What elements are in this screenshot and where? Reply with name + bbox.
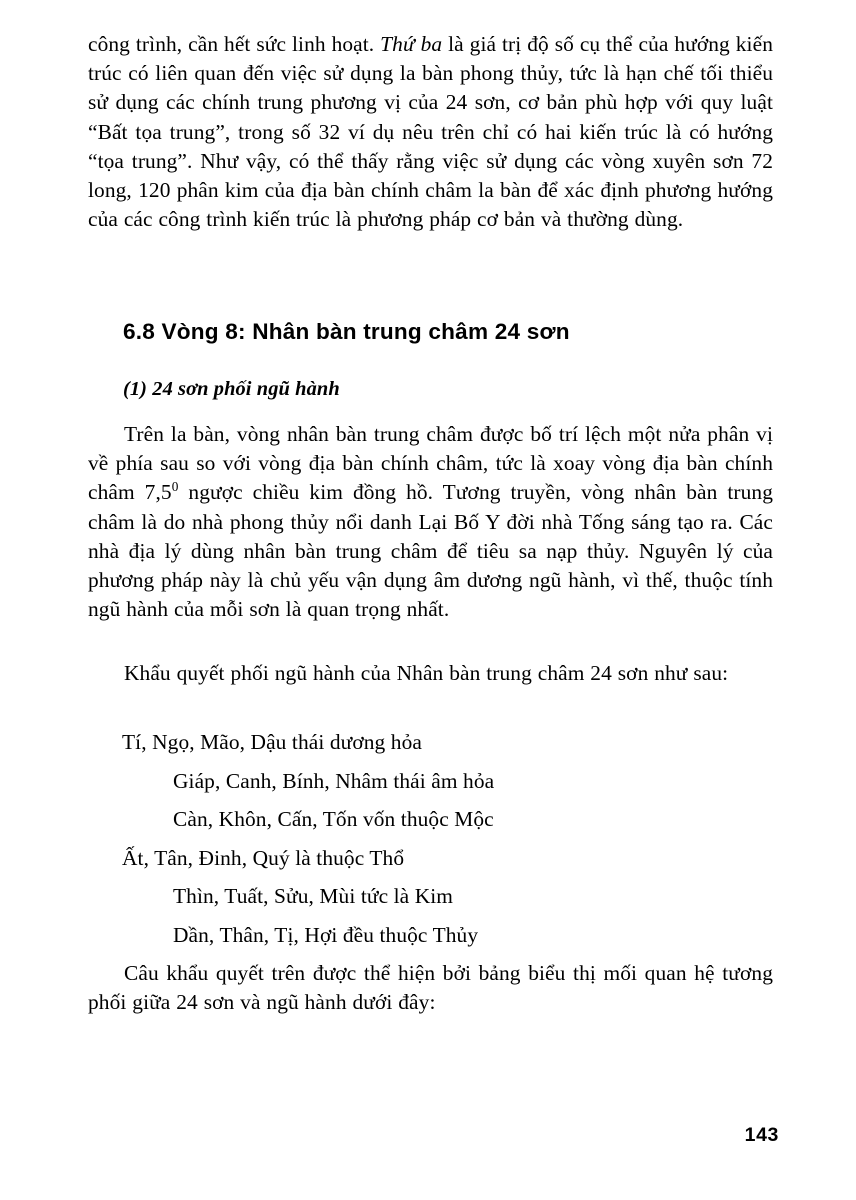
paragraph-two: [88, 420, 773, 624]
paragraph-four: Câu khẩu quyết trên được thể hiện bởi bảng biểu thị mối quan hệ tương phối giữa 24 sơn và ngũ hành dưới đây:: [88, 961, 773, 1015]
verse-line: Càn, Khôn, Cấn, Tốn vốn thuộc Mộc: [173, 807, 494, 832]
degree-superscript: 0: [171, 479, 179, 495]
paragraph-two-text-post: ngược chiều kim đồng hồ. Tương truyền, vòng nhân bàn trung châm là do nhà phong thủy nổi danh Lại Bố Y đời nhà Tống sáng tạo ra. Các nhà địa lý dùng nhân bàn trung châm để tiêu sa nạp thủy. Nguyên lý của phương pháp này là chủ yếu vận dụng âm dương ngũ hành, vì thế, thuộc tính ngũ hành của mỗi sơn là quan trọng nhất.: [88, 480, 773, 622]
paragraph-continued-text-pre: công trình, cần hết sức linh hoạt.: [88, 32, 381, 56]
verse-line: Ất, Tân, Đinh, Quý là thuộc Thổ: [122, 845, 405, 870]
page-number: 143: [744, 1124, 779, 1146]
paragraph-block-three: [88, 659, 773, 688]
verse-line: Dần, Thân, Tị, Hợi đều thuộc Thủy: [173, 922, 479, 947]
paragraph-three: Khẩu quyết phối ngũ hành của Nhân bàn trung châm 24 sơn như sau:: [124, 661, 729, 685]
emphasis-thu-ba: Thứ ba: [380, 32, 443, 56]
verse-line: Tí, Ngọ, Mão, Dậu thái dương hỏa: [122, 730, 422, 754]
paragraph-continued-text-post: là giá trị độ số cụ thể của hướng kiến trúc có liên quan đến việc sử dụng la bàn phong thủy, tức là hạn chế tối thiểu sử dụng các chính trung phương vị của 24 sơn, cơ bản phù hợp với quy luật “Bất tọa trung”, trong số 32 ví dụ nêu trên chỉ có hai kiến trúc là có hướng “tọa trung”. Như vậy, có thể thấy rằng việc sử dụng các vòng xuyên sơn 72 long, 120 phân kim của địa bàn chính châm la bàn để xác định phương hướng của các công trình kiến trúc là phương pháp cơ bản và thường dùng.: [88, 32, 773, 232]
paragraph-block-four: [88, 959, 773, 1017]
section-heading: 6.8 Vòng 8: Nhân bàn trung châm 24 sơn: [123, 319, 570, 344]
paragraph-block-continued: [88, 30, 773, 234]
paragraph-block-two: [88, 420, 773, 624]
subsection-heading: (1) 24 sơn phối ngũ hành: [123, 378, 340, 400]
verse-block: [88, 723, 773, 955]
verse-line: Giáp, Canh, Bính, Nhâm thái âm hỏa: [173, 768, 495, 793]
paragraph-two-text-pre: Trên la bàn, vòng nhân bàn trung châm được bố trí lệch một nửa phân vị về phía sau so với vòng địa bàn chính châm, tức là xoay vòng địa bàn chính châm 7,5: [88, 422, 773, 505]
verse-line: Thìn, Tuất, Sửu, Mùi tức là Kim: [173, 884, 454, 909]
paragraph-continued: [88, 30, 773, 234]
